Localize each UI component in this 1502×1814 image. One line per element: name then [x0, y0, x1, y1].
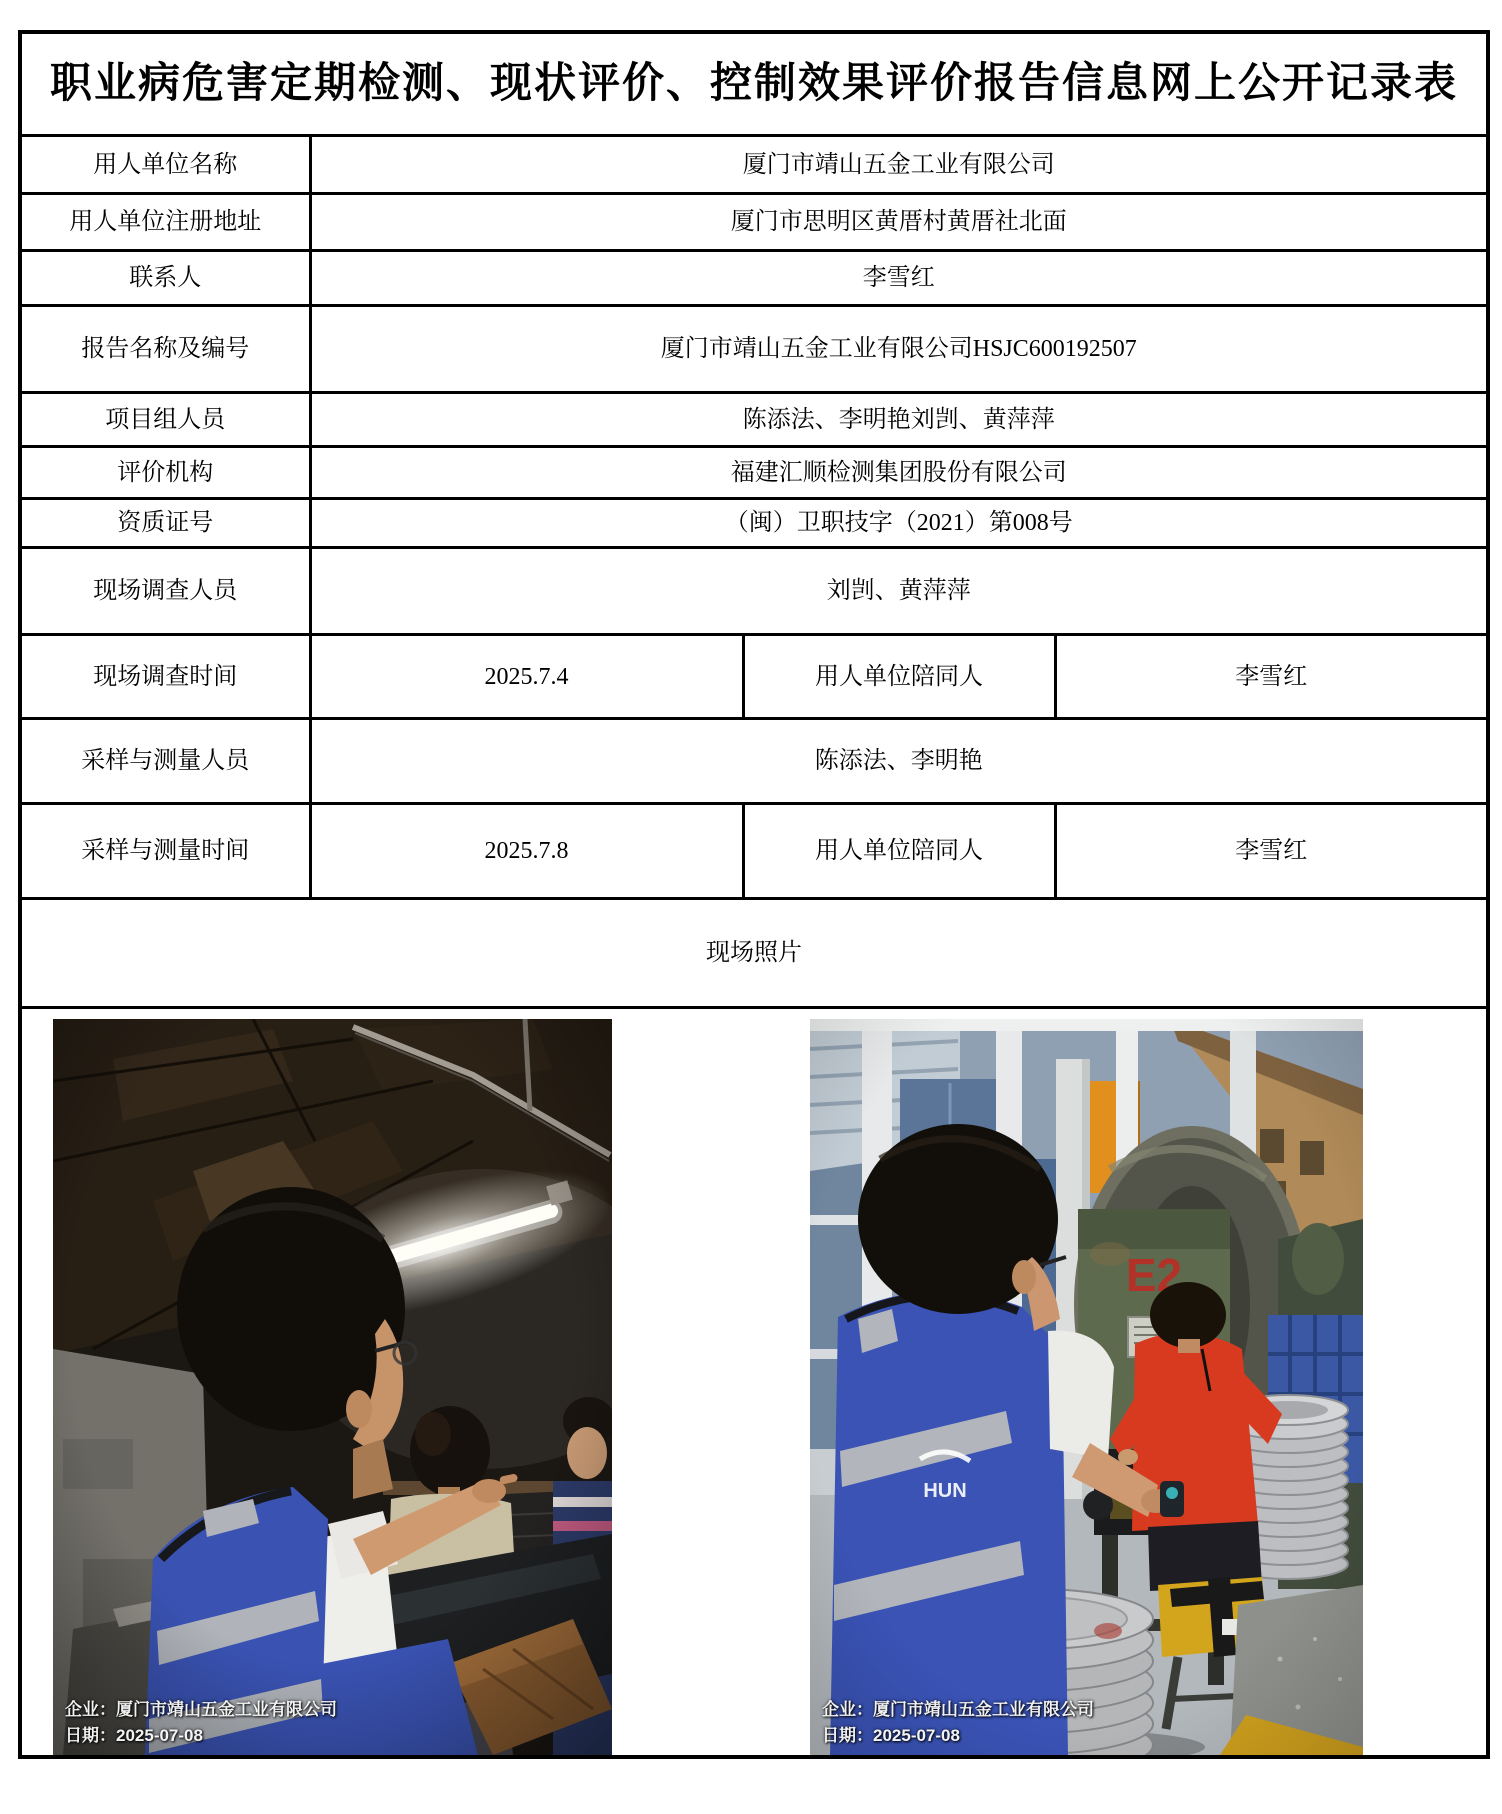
photos-row: [20, 1008, 1488, 1758]
watermark-date: 日期：2025-07-08: [822, 1726, 960, 1745]
table-row: [20, 251, 1488, 306]
value-sampling-personnel: 陈添法、李明艳: [310, 719, 1488, 804]
value-project-team: 陈添法、李明艳刘剀、黄萍萍: [310, 393, 1488, 447]
photo-watermark: [65, 1697, 337, 1749]
value-report-name-number: 厦门市靖山五金工业有限公司HSJC600192507: [310, 306, 1488, 393]
table-row: [20, 899, 1488, 1008]
value-sampling-time: 2025.7.8: [310, 804, 743, 899]
table-row: [20, 499, 1488, 548]
label-employer-companion-1: 用人单位陪同人: [743, 635, 1055, 719]
record-table: [18, 30, 1490, 1759]
label-site-survey-time: 现场调查时间: [20, 635, 310, 719]
value-employer-name: 厦门市靖山五金工业有限公司: [310, 136, 1488, 194]
label-evaluation-agency: 评价机构: [20, 447, 310, 499]
site-photo-left: [53, 1019, 612, 1755]
label-sampling-personnel: 采样与测量人员: [20, 719, 310, 804]
watermark-company: 企业：厦门市靖山五金工业有限公司: [822, 1700, 1094, 1719]
site-photo-right-illustration: [810, 1019, 1363, 1755]
value-qualification-number: （闽）卫职技字（2021）第008号: [310, 499, 1488, 548]
label-employer-companion-2: 用人单位陪同人: [743, 804, 1055, 899]
watermark-date: 日期：2025-07-08: [65, 1726, 203, 1745]
value-evaluation-agency: 福建汇顺检测集团股份有限公司: [310, 447, 1488, 499]
photo-watermark: [822, 1697, 1094, 1749]
site-photo-right: [810, 1019, 1363, 1755]
table-row: [20, 393, 1488, 447]
value-registered-address: 厦门市思明区黄厝村黄厝社北面: [310, 194, 1488, 251]
table-row: [20, 635, 1488, 719]
label-employer-name: 用人单位名称: [20, 136, 310, 194]
value-contact-person: 李雪红: [310, 251, 1488, 306]
watermark-company: 企业：厦门市靖山五金工业有限公司: [65, 1700, 337, 1719]
label-registered-address: 用人单位注册地址: [20, 194, 310, 251]
table-row: [20, 447, 1488, 499]
table-row: [20, 804, 1488, 899]
table-row: [20, 306, 1488, 393]
table-row: [20, 194, 1488, 251]
title-row: [20, 32, 1488, 136]
label-site-survey-personnel: 现场调查人员: [20, 548, 310, 635]
photos-header: 现场照片: [20, 899, 1488, 1008]
page-title: 职业病危害定期检测、现状评价、控制效果评价报告信息网上公开记录表: [50, 60, 1459, 107]
table-row: [20, 719, 1488, 804]
label-report-name-number: 报告名称及编号: [20, 306, 310, 393]
label-sampling-time: 采样与测量时间: [20, 804, 310, 899]
site-photo-left-illustration: [53, 1019, 612, 1755]
page-title-cell: [20, 32, 1488, 136]
label-contact-person: 联系人: [20, 251, 310, 306]
value-employer-companion-1: 李雪红: [1055, 635, 1488, 719]
value-employer-companion-2: 李雪红: [1055, 804, 1488, 899]
photos-cell: [20, 1008, 1488, 1758]
table-row: [20, 548, 1488, 635]
value-site-survey-personnel: 刘剀、黄萍萍: [310, 548, 1488, 635]
value-site-survey-time: 2025.7.4: [310, 635, 743, 719]
photos-wrap: [22, 1009, 1486, 1755]
table-row: [20, 136, 1488, 194]
label-project-team: 项目组人员: [20, 393, 310, 447]
label-qualification-number: 资质证号: [20, 499, 310, 548]
